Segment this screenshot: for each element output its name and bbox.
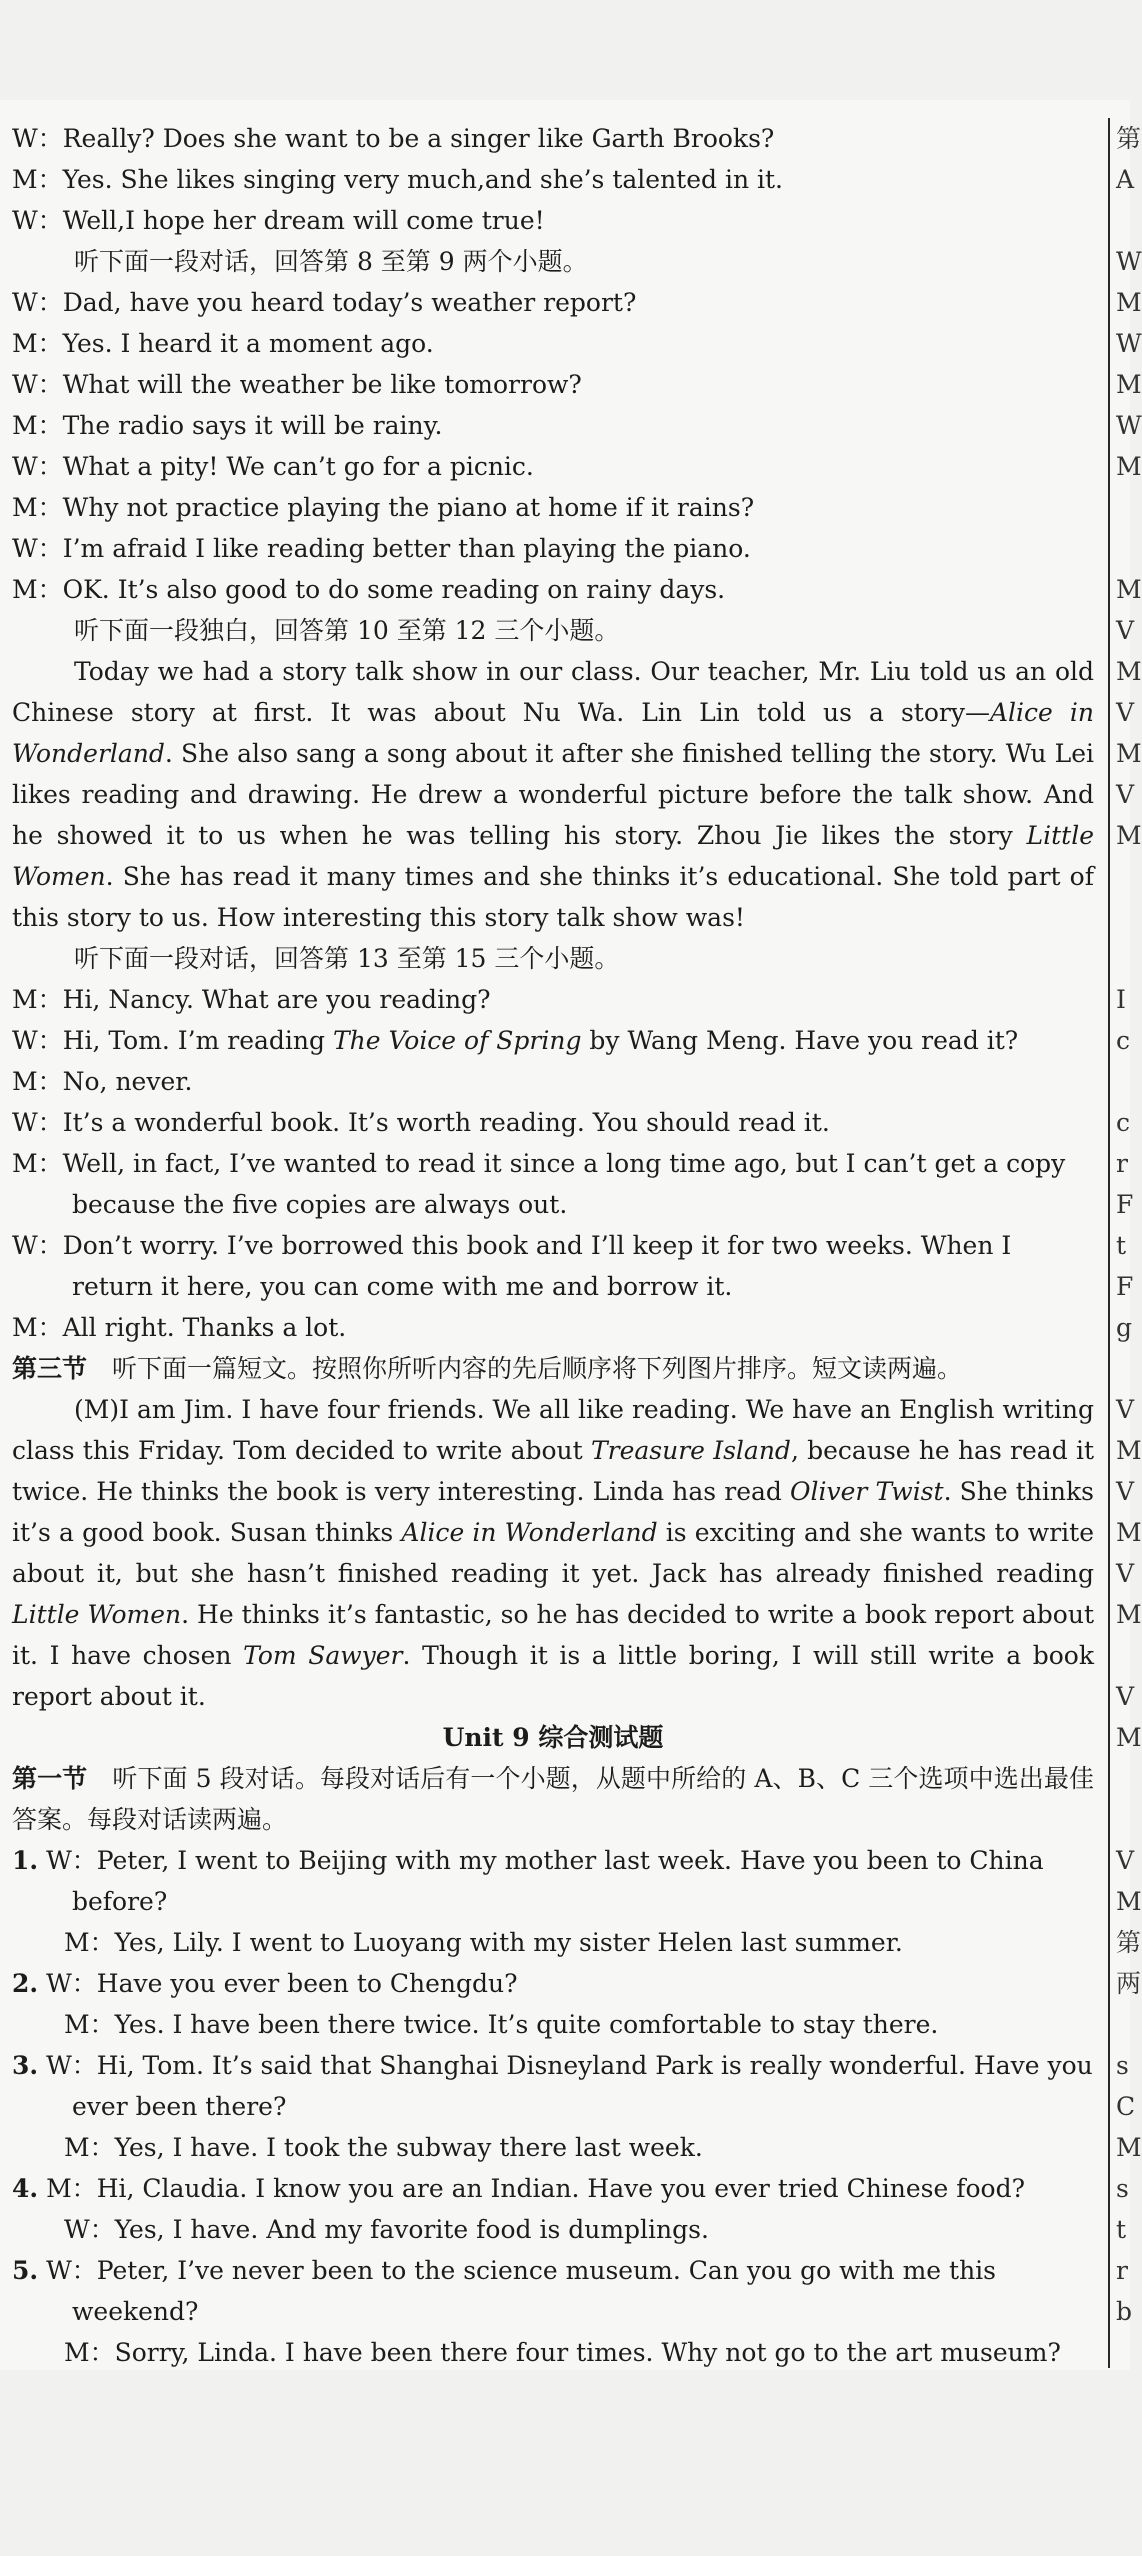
dialogue-line: M：OK. It’s also good to do some reading on rainy days. [12, 575, 726, 604]
speaker: M [46, 2174, 72, 2203]
speaker: W [12, 124, 38, 153]
line-text: Well, in fact, I’ve wanted to read it since a long time ago, but I can’t get a copy because the five copies are always out. [62, 1149, 1066, 1219]
edge-glyph: 第 [1116, 124, 1142, 153]
section-instruction [12, 610, 1094, 651]
dialogue-line: M：Well, in fact, I’ve wanted to read it since a long time ago, but I can’t get a copy because the five copies are always out. [12, 1149, 1066, 1219]
edge-glyph: 第 [1116, 1928, 1142, 1957]
speaker: W [12, 370, 38, 399]
edge-glyph: M [1116, 821, 1142, 850]
edge-glyph: M [1116, 657, 1142, 686]
speaker: W [12, 288, 38, 317]
edge-glyph: V [1116, 780, 1135, 809]
book-title: Little Women [12, 1600, 182, 1629]
book-title: Alice in Wonderland [401, 1518, 658, 1547]
edge-glyph: b [1116, 2297, 1133, 2326]
edge-glyph: V [1116, 1477, 1135, 1506]
dialogue-line: W：Don’t worry. I’ve borrowed this book and I’ll keep it for two weeks. When I return it here, you can come with me and borrow it. [12, 1231, 1012, 1301]
next-column-edge [1116, 118, 1142, 2332]
line-text: Hi, Claudia. I know you are an Indian. Have you ever tried Chinese food? [96, 2174, 1026, 2203]
edge-glyph [1116, 897, 1130, 938]
speaker: M [12, 1313, 38, 1342]
question-line: 1. W：Peter, I went to Beijing with my mother last week. Have you been to China before? [12, 1846, 1044, 1916]
edge-glyph: W [1116, 411, 1142, 440]
text-run: by Wang Meng. Have you read it? [581, 1026, 1019, 1055]
dialogue-line: M：All right. Thanks a lot. [12, 1313, 347, 1342]
text-run: Today we had a story talk show in our class. Our teacher, Mr. Liu told us an old Chinese story at first. It was about Nu Wa. Lin Lin told us a story— [12, 657, 1094, 727]
edge-glyph: M [1116, 2133, 1142, 2162]
edge-glyph: V [1116, 1682, 1135, 1711]
dialogue-line: W：Really? Does she want to be a singer like Garth Brooks? [12, 124, 775, 153]
edge-glyph: F [1116, 1190, 1134, 1219]
text-run: . He thinks it’s fantastic, so he has decided to write a book report about it. I have chosen [12, 1600, 1094, 1670]
section-instruction [12, 241, 1094, 282]
column-divider [1108, 118, 1110, 2368]
line-text: Sorry, Linda. I have been there four times. Why not go to the art museum? [114, 2338, 1061, 2367]
unit-title [12, 1717, 1094, 1758]
line-text: All right. Thanks a lot. [62, 1313, 347, 1342]
speaker: M [64, 1928, 90, 1957]
speaker: W [12, 1108, 38, 1137]
line-text: 听下面一段独白，回答第 10 至第 12 三个小题。 [74, 616, 620, 645]
edge-glyph: V [1116, 1559, 1135, 1588]
dialogue-line: M：Yes. She likes singing very much,and she’s talented in it. [12, 165, 783, 194]
dialogue-line: M：No, never. [12, 1067, 193, 1096]
edge-glyph [1116, 200, 1130, 241]
speaker: W [46, 2051, 72, 2080]
line-text: Yes. I have been there twice. It’s quite comfortable to stay there. [114, 2010, 939, 2039]
text-run: . Though it is a little boring, I will still write a book report about it. [12, 1641, 1094, 1711]
edge-glyph: C [1116, 2092, 1136, 2121]
line-text: Don’t worry. I’ve borrowed this book and I’ll keep it for two weeks. When I return it here, you can come with me and borrow it. [62, 1231, 1012, 1301]
edge-glyph: F [1116, 1272, 1134, 1301]
line-text: Peter, I’ve never been to the science museum. Can you go with me this weekend? [72, 2256, 996, 2326]
speaker: M [12, 411, 38, 440]
book-title: Oliver Twist [790, 1477, 944, 1506]
edge-glyph: W [1116, 329, 1142, 358]
speaker: W [12, 452, 38, 481]
edge-glyph [1116, 528, 1130, 569]
speaker: W [12, 534, 38, 563]
edge-glyph: M [1116, 1600, 1142, 1629]
edge-glyph: s [1116, 2174, 1129, 2203]
dialogue-line: M：Yes. I heard it a moment ago. [12, 329, 434, 358]
edge-glyph: c [1116, 1026, 1131, 1055]
speaker: M [12, 575, 38, 604]
text-column [12, 118, 1094, 2373]
text-run: , because he has read it twice. He thinks the book is very interesting. Linda has read [12, 1436, 1094, 1506]
edge-glyph: M [1116, 1887, 1142, 1916]
speaker: M [12, 1067, 38, 1096]
speaker: M [12, 985, 38, 1014]
dialogue-line: W：What a pity! We can’t go for a picnic. [12, 452, 534, 481]
edge-glyph [1116, 2004, 1130, 2045]
text-run: (M)I am Jim. I have four friends. We all like reading. We have an English writing class this Friday. Tom decided to write about [12, 1395, 1094, 1465]
speaker: W [46, 1846, 72, 1875]
line-text: Yes. I heard it a moment ago. [62, 329, 434, 358]
text-run: is exciting and she wants to write about it, but she hasn’t finished reading it yet. Jack has already finished reading [12, 1518, 1094, 1588]
answer-line: M：Yes. I have been there twice. It’s quite comfortable to stay there. [64, 2010, 939, 2039]
line-text: Well,I hope her dream will come true! [62, 206, 545, 235]
section-instruction [12, 938, 1094, 979]
text-run: Hi, Tom. I’m reading [62, 1026, 333, 1055]
line-text: No, never. [62, 1067, 193, 1096]
question-number: 1. [12, 1846, 39, 1875]
section-heading [12, 1348, 1094, 1389]
edge-glyph: r [1116, 2256, 1128, 2285]
edge-glyph: M [1116, 575, 1142, 604]
edge-glyph: M [1116, 1723, 1142, 1752]
speaker: M [64, 2133, 90, 2162]
edge-glyph: A [1116, 165, 1135, 194]
edge-glyph: V [1116, 1846, 1135, 1875]
question-number: 5. [12, 2256, 39, 2285]
text-run: . She has read it many times and she thinks it’s educational. She told part of this story to us. How interesting this story talk show was! [12, 862, 1094, 932]
dialogue-line: M：Hi, Nancy. What are you reading? [12, 985, 491, 1014]
line-text: Yes. She likes singing very much,and she’s talented in it. [62, 165, 783, 194]
speaker: M [12, 493, 38, 522]
question-line: 4. M：Hi, Claudia. I know you are an Indian. Have you ever tried Chinese food? [12, 2174, 1026, 2203]
dialogue-line: W：Dad, have you heard today’s weather report? [12, 288, 637, 317]
edge-glyph [1116, 938, 1130, 979]
speaker: W [12, 1026, 38, 1055]
dialogue-line: W：It’s a wonderful book. It’s worth reading. You should read it. [12, 1108, 830, 1137]
book-title: Alice in Wonderland [12, 698, 1094, 768]
book-title: The Voice of Spring [332, 1026, 582, 1055]
speaker: M [12, 165, 38, 194]
line-text: OK. It’s also good to do some reading on rainy days. [62, 575, 726, 604]
line-text: 听下面 5 段对话。每段对话后有一个小题，从题中所给的 A、B、C 三个选项中选出最佳答案。每段对话读两遍。 [12, 1764, 1094, 1834]
speaker: W [46, 2256, 72, 2285]
line-text: It’s a wonderful book. It’s worth reading. You should read it. [62, 1108, 830, 1137]
edge-glyph: 两 [1116, 1969, 1142, 1998]
dialogue-line: W：What will the weather be like tomorrow? [12, 370, 582, 399]
passage-paragraph [12, 651, 1094, 938]
line-text: Have you ever been to Chengdu? [96, 1969, 518, 1998]
edge-glyph: M [1116, 1518, 1142, 1547]
question-number: 2. [12, 1969, 39, 1998]
book-title: Little Women [12, 821, 1094, 891]
text-run: . She also sang a song about it after she finished telling the story. Wu Lei likes reading and drawing. He drew a wonderful picture before the talk show. And he showed it to us when he was telling his story. Zhou Jie likes the story [12, 739, 1094, 850]
line-text: Yes, I have. I took the subway there last week. [114, 2133, 703, 2162]
speaker: W [46, 1969, 72, 1998]
edge-glyph: V [1116, 698, 1135, 727]
edge-glyph [1116, 1348, 1130, 1389]
speaker: M [12, 1149, 38, 1178]
edge-glyph [1116, 1758, 1130, 1799]
edge-glyph [1116, 1799, 1130, 1840]
speaker: M [12, 329, 38, 358]
question-line: 3. W：Hi, Tom. It’s said that Shanghai Disneyland Park is really wonderful. Have you ever been there? [12, 2051, 1093, 2121]
edge-glyph: s [1116, 2051, 1129, 2080]
edge-glyph: V [1116, 616, 1135, 645]
question-number: 4. [12, 2174, 39, 2203]
speaker: W [12, 1231, 38, 1260]
speaker: W [12, 206, 38, 235]
line-text: Yes, I have. And my favorite food is dumplings. [114, 2215, 709, 2244]
line-text: Peter, I went to Beijing with my mother last week. Have you been to China before? [72, 1846, 1044, 1916]
text-run: . She thinks it’s a good book. Susan thinks [12, 1477, 1094, 1547]
edge-glyph [1116, 1635, 1130, 1676]
line-text: Yes, Lily. I went to Luoyang with my sister Helen last summer. [114, 1928, 903, 1957]
edge-glyph: M [1116, 288, 1142, 317]
line-text: Hi, Tom. It’s said that Shanghai Disneyland Park is really wonderful. Have you ever been there? [72, 2051, 1093, 2121]
question-number: 3. [12, 2051, 39, 2080]
line-text: 听下面一段对话，回答第 13 至第 15 三个小题。 [74, 944, 620, 973]
passage-paragraph [12, 1389, 1094, 1717]
dialogue-line: M：Why not practice playing the piano at home if it rains? [12, 493, 755, 522]
edge-glyph: M [1116, 452, 1142, 481]
line-text: 听下面一段对话，回答第 8 至第 9 两个小题。 [74, 247, 588, 276]
edge-glyph [1116, 856, 1130, 897]
speaker: M [64, 2010, 90, 2039]
edge-glyph: M [1116, 1436, 1142, 1465]
edge-glyph [1116, 1061, 1130, 1102]
edge-glyph: t [1116, 2215, 1127, 2244]
edge-glyph: g [1116, 1313, 1133, 1342]
line-text: What a pity! We can’t go for a picnic. [62, 452, 534, 481]
line-text: Unit 9 综合测试题 [442, 1723, 664, 1752]
line-text: What will the weather be like tomorrow? [62, 370, 582, 399]
edge-glyph: M [1116, 370, 1142, 399]
line-text: Why not practice playing the piano at home if it rains? [62, 493, 755, 522]
edge-glyph: r [1116, 1149, 1128, 1178]
question-line: 2. W：Have you ever been to Chengdu? [12, 1969, 518, 1998]
question-line: 5. W：Peter, I’ve never been to the science museum. Can you go with me this weekend? [12, 2256, 996, 2326]
edge-glyph: W [1116, 247, 1142, 276]
line-text: Really? Does she want to be a singer like Garth Brooks? [62, 124, 775, 153]
section-label: 第三节 [12, 1354, 88, 1383]
dialogue-line: W：Hi, Tom. I’m reading The Voice of Spring by Wang Meng. Have you read it? [12, 1026, 1019, 1055]
edge-glyph: t [1116, 1231, 1127, 1260]
dialogue-line: W：Well,I hope her dream will come true! [12, 206, 545, 235]
edge-glyph: I [1116, 985, 1126, 1014]
answer-line: M：Yes, Lily. I went to Luoyang with my sister Helen last summer. [64, 1928, 903, 1957]
line-text: I’m afraid I like reading better than playing the piano. [62, 534, 751, 563]
edge-glyph [1116, 487, 1130, 528]
answer-line: M：Sorry, Linda. I have been there four times. Why not go to the art museum? [64, 2338, 1061, 2367]
edge-glyph: V [1116, 1395, 1135, 1424]
edge-glyph: M [1116, 739, 1142, 768]
edge-glyph: c [1116, 1108, 1131, 1137]
dialogue-line: M：The radio says it will be rainy. [12, 411, 443, 440]
dialogue-line: W：I’m afraid I like reading better than playing the piano. [12, 534, 751, 563]
line-text: Hi, Nancy. What are you reading? [62, 985, 491, 1014]
section-heading [12, 1758, 1094, 1840]
book-title: Tom Sawyer [243, 1641, 403, 1670]
line-text: 听下面一篇短文。按照你所听内容的先后顺序将下列图片排序。短文读两遍。 [112, 1354, 963, 1383]
answer-line: M：Yes, I have. I took the subway there last week. [64, 2133, 703, 2162]
speaker: W [64, 2215, 90, 2244]
speaker: M [64, 2338, 90, 2367]
book-title: Treasure Island [590, 1436, 791, 1465]
line-text: Dad, have you heard today’s weather report? [62, 288, 637, 317]
line-text: The radio says it will be rainy. [62, 411, 443, 440]
section-label: 第一节 [12, 1764, 88, 1793]
answer-line: W：Yes, I have. And my favorite food is dumplings. [64, 2215, 709, 2244]
